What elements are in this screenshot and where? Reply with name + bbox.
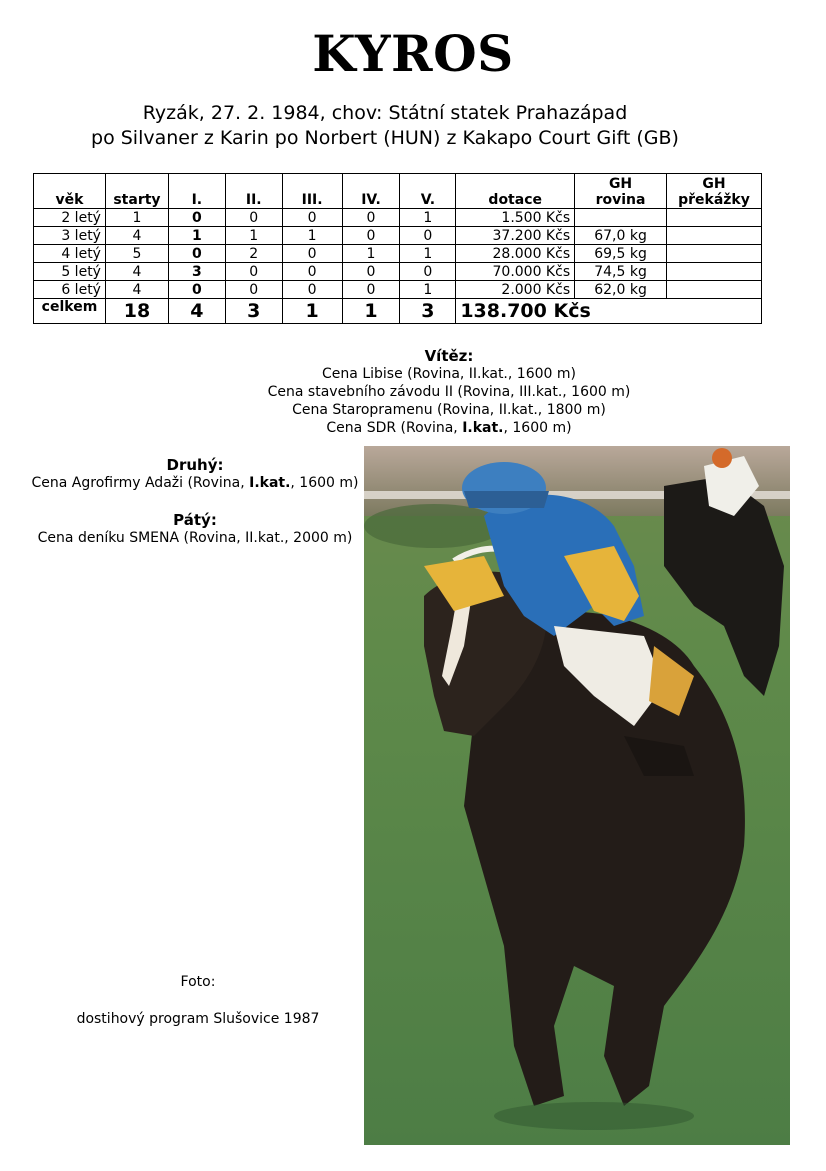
table-row: [34, 209, 762, 227]
table-cell-p2: 2: [225, 245, 282, 263]
table-cell-gh_jump: [666, 281, 761, 299]
table-cell-p4: 0: [342, 209, 400, 227]
table-cell-p1: 0: [168, 209, 225, 227]
table-cell-gh_jump: [666, 227, 761, 245]
table-cell-starts: 1: [105, 209, 168, 227]
table-cell-starts: 4: [105, 227, 168, 245]
table-row: [34, 245, 762, 263]
photo-credit-label: Foto:: [180, 974, 216, 990]
header-place-5: V.: [400, 174, 456, 209]
table-cell-p1: 1: [168, 227, 225, 245]
race-photo: [364, 446, 790, 1145]
table-cell-age: 2 letý: [34, 209, 106, 227]
table-cell-p1: 0: [168, 245, 225, 263]
table-header-row: [34, 174, 762, 209]
race-stats-table: [33, 173, 762, 324]
winner-race-2: Cena stavebního závodu II (Rovina, III.kat., 1600 m): [267, 384, 631, 400]
table-cell-p2: 0: [225, 281, 282, 299]
header-age: věk: [34, 174, 106, 209]
table-cell-p5: 0: [400, 263, 456, 281]
fifth-section: [0, 511, 390, 547]
table-cell-gh_flat: 67,0 kg: [575, 227, 667, 245]
table-cell-p2: 0: [225, 209, 282, 227]
table-cell-p5: 0: [400, 227, 456, 245]
table-cell-p1: 0: [168, 281, 225, 299]
table-cell-p5: 1: [400, 209, 456, 227]
table-cell-gh_jump: [666, 245, 761, 263]
table-row: [34, 227, 762, 245]
table-total-row: [34, 299, 762, 324]
table-cell-gh_jump: [666, 263, 761, 281]
total-place-5: 3: [400, 299, 456, 324]
total-place-1: 4: [168, 299, 225, 324]
table-cell-p1: 3: [168, 263, 225, 281]
table-cell-p3: 1: [282, 227, 342, 245]
table-cell-p4: 0: [342, 263, 400, 281]
second-section: [0, 456, 390, 492]
second-race: Cena Agrofirmy Adaži (Rovina, I.kat., 1600 m): [31, 475, 359, 491]
table-cell-p4: 0: [342, 281, 400, 299]
table-cell-gh_flat: 74,5 kg: [575, 263, 667, 281]
header-gh-flat: GH rovina: [575, 174, 667, 209]
total-place-2: 3: [225, 299, 282, 324]
total-place-4: 1: [342, 299, 400, 324]
total-label: celkem: [34, 299, 106, 324]
table-cell-prize: 2.000 Kčs: [456, 281, 575, 299]
table-cell-p3: 0: [282, 245, 342, 263]
table-cell-p5: 1: [400, 245, 456, 263]
table-cell-age: 4 letý: [34, 245, 106, 263]
header-starts: starty: [105, 174, 168, 209]
header-place-3: III.: [282, 174, 342, 209]
table-row: [34, 263, 762, 281]
table-cell-prize: 70.000 Kčs: [456, 263, 575, 281]
table-cell-starts: 4: [105, 281, 168, 299]
table-cell-age: 6 letý: [34, 281, 106, 299]
winner-race-1: Cena Libise (Rovina, II.kat., 1600 m): [322, 366, 576, 382]
table-cell-gh_flat: [575, 209, 667, 227]
table-cell-gh_flat: 69,5 kg: [575, 245, 667, 263]
second-heading: Druhý:: [166, 456, 224, 474]
winner-heading: Vítěz:: [424, 347, 474, 365]
table-cell-p4: 1: [342, 245, 400, 263]
winner-section: [0, 347, 826, 437]
table-cell-prize: 28.000 Kčs: [456, 245, 575, 263]
table-cell-p2: 0: [225, 263, 282, 281]
header-prize: dotace: [456, 174, 575, 209]
header-gh-jump: GH překážky: [666, 174, 761, 209]
winner-race-4: Cena SDR (Rovina, I.kat., 1600 m): [326, 420, 572, 436]
table-cell-age: 5 letý: [34, 263, 106, 281]
table-row: [34, 281, 762, 299]
table-cell-p2: 1: [225, 227, 282, 245]
total-starts: 18: [105, 299, 168, 324]
table-cell-gh_jump: [666, 209, 761, 227]
header-place-2: II.: [225, 174, 282, 209]
table-cell-p3: 0: [282, 281, 342, 299]
table-cell-prize: 1.500 Kčs: [456, 209, 575, 227]
table-cell-age: 3 letý: [34, 227, 106, 245]
table-cell-p4: 0: [342, 227, 400, 245]
header-place-1: I.: [168, 174, 225, 209]
page-title: KYROS: [312, 24, 514, 83]
table-cell-p3: 0: [282, 209, 342, 227]
table-cell-p5: 1: [400, 281, 456, 299]
horse-details: Ryzák, 27. 2. 1984, chov: Státní statek Prahazápad: [142, 102, 628, 124]
winner-race-3: Cena Staropramenu (Rovina, II.kat., 1800 m): [292, 402, 606, 418]
table-cell-starts: 5: [105, 245, 168, 263]
table-cell-gh_flat: 62,0 kg: [575, 281, 667, 299]
fifth-race: Cena deníku SMENA (Rovina, II.kat., 2000 m): [37, 530, 353, 546]
total-place-3: 1: [282, 299, 342, 324]
table-cell-starts: 4: [105, 263, 168, 281]
table-cell-prize: 37.200 Kčs: [456, 227, 575, 245]
fifth-heading: Pátý:: [173, 511, 217, 529]
total-prize: 138.700 Kčs: [456, 299, 762, 324]
header-place-4: IV.: [342, 174, 400, 209]
horse-pedigree: po Silvaner z Karin po Norbert (HUN) z Kakapo Court Gift (GB): [91, 127, 679, 149]
photo-credit-source: dostihový program Slušovice 1987: [76, 1011, 320, 1027]
table-cell-p3: 0: [282, 263, 342, 281]
